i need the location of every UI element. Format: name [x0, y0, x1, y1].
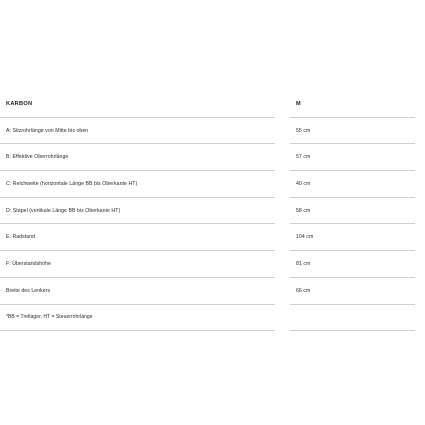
row-label: D: Stapel (vertikale Länge BB bis Oberkante HT) [0, 198, 275, 225]
size-header: M [290, 91, 415, 118]
row-value: 55 cm [290, 118, 415, 145]
row-value: 104 cm [290, 224, 415, 251]
row-value: 57 cm [290, 144, 415, 171]
row-label: C: Reichweite (horizontale Länge BB bis Oberkante HT) [0, 171, 275, 198]
footnote-row [0, 305, 425, 332]
table-header-row [0, 91, 425, 118]
table-row [0, 224, 425, 251]
row-label: E: Radstand [0, 224, 275, 251]
row-value: 66 cm [290, 278, 415, 305]
footnote-text: *BB = Tretlager, HT = Steuerrohrlänge [0, 305, 275, 332]
table-row [0, 278, 425, 305]
table-row [0, 198, 425, 225]
row-label: A: Sitzrohrlänge von Mitte bis oben [0, 118, 275, 145]
table-row [0, 171, 425, 198]
model-header: KARBON [0, 91, 275, 118]
row-label: B: Effektive Oberrohrlänge [0, 144, 275, 171]
row-label: F: Überstandshöhe [0, 251, 275, 278]
row-value: 58 cm [290, 198, 415, 225]
table-row [0, 118, 425, 145]
row-value: 81 cm [290, 251, 415, 278]
size-chart-table [0, 91, 425, 331]
table-row [0, 251, 425, 278]
table-row [0, 144, 425, 171]
footnote-empty-cell [290, 305, 415, 332]
row-label: Breite des Lenkers [0, 278, 275, 305]
row-value: 40 cm [290, 171, 415, 198]
